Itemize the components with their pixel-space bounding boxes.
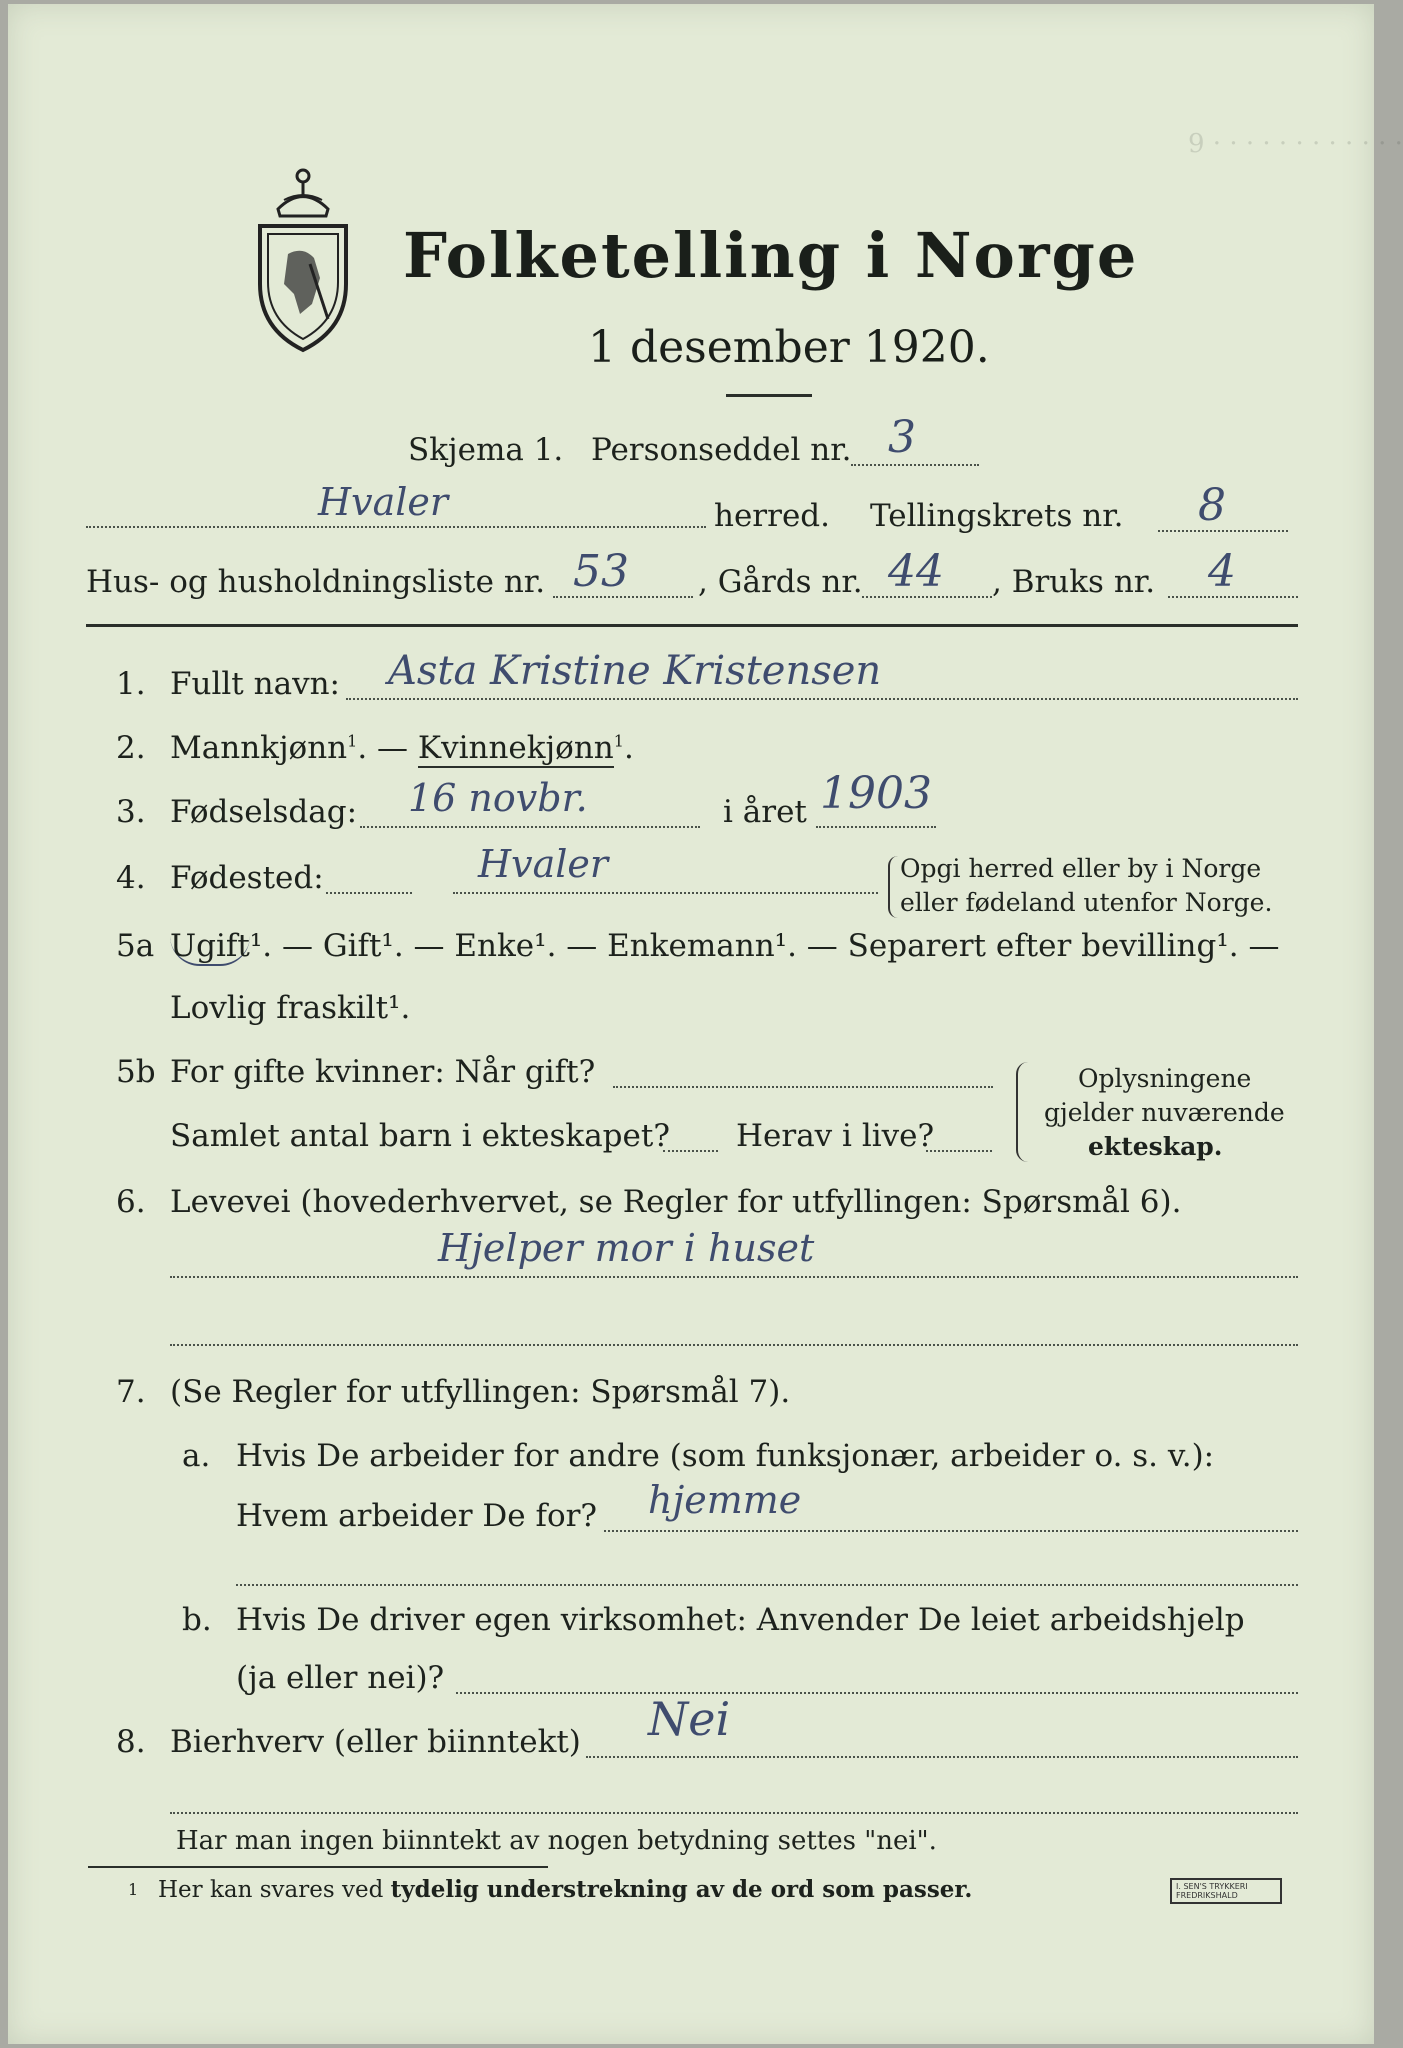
footnote-text-b: tydelig understrekning av de ord som passer. — [390, 1876, 973, 1903]
footer-note: Har man ingen biinntekt av nogen betydning settes "nei". — [176, 1826, 937, 1856]
q7a-line-1: Hvis De arbeider for andre (som funksjonær, arbeider o. s. v.): — [236, 1438, 1215, 1474]
employer-value[interactable]: hjemme — [648, 1478, 802, 1522]
q6-line-2 — [170, 1344, 1298, 1346]
q7-label: (Se Regler for utfyllingen: Spørsmål 7). — [170, 1374, 791, 1410]
q5b-note-3: ekteskap. — [1088, 1132, 1223, 1161]
q5b-line-2a: Samlet antal barn i ekteskapet? — [170, 1118, 670, 1154]
herred-value[interactable]: Hvaler — [318, 480, 449, 524]
female-option-selected[interactable]: Kvinnekjønn — [417, 730, 614, 766]
census-form-sheet — [8, 4, 1403, 2044]
q3-label: Fødselsdag: — [170, 794, 358, 830]
q6-number: 6. — [116, 1184, 146, 1220]
q5b-line-1: For gifte kvinner: Når gift? — [170, 1054, 596, 1090]
q7b-letter: b. — [182, 1602, 212, 1638]
q7a-letter: a. — [182, 1438, 211, 1474]
q5b-number: 5b — [116, 1054, 156, 1090]
q4-note-1: Opgi herred eller by i Norge — [900, 854, 1262, 883]
tellingskrets-value[interactable]: 8 — [1198, 480, 1226, 531]
q7b-line-1: Hvis De driver egen virksomhet: Anvender De leiet arbeidshjelp — [236, 1602, 1245, 1638]
q5b-brace — [1016, 1062, 1028, 1162]
title-divider — [726, 394, 812, 397]
male-option[interactable]: Mannkjønn — [170, 730, 348, 766]
q5b-note-1: Oplysningene — [1078, 1064, 1252, 1093]
side-income-value[interactable]: Nei — [648, 1692, 731, 1746]
q1-line — [346, 698, 1298, 700]
footnote-divider — [88, 1866, 548, 1868]
q4-note-2: eller fødeland utenfor Norge. — [900, 888, 1273, 917]
footnote-text-a: Her kan svares ved — [158, 1877, 391, 1903]
birthplace-value[interactable]: Hvaler — [478, 842, 609, 886]
q2-end: . — [623, 730, 634, 766]
census-date: 1 desember 1920. — [588, 322, 990, 373]
q5a-line-1 — [170, 928, 1279, 966]
footnote-number: 1 — [128, 1880, 139, 1899]
q4-label: Fødested: — [170, 860, 324, 896]
birth-year-value[interactable]: 1903 — [820, 768, 932, 819]
q5a-number: 5a — [116, 928, 155, 964]
q3-date-line — [360, 826, 700, 828]
header-divider — [86, 624, 1298, 627]
q4-number: 4. — [116, 860, 146, 896]
q1-label: Fullt navn: — [170, 666, 340, 702]
q3-year-label: i året — [723, 794, 807, 830]
q5b-children-line — [663, 1150, 718, 1152]
herred-label: herred. — [714, 498, 830, 534]
footnote-text — [158, 1876, 972, 1903]
printer-stamp-line-2: FREDRIKSHALD — [1176, 1891, 1238, 1900]
bruks-value[interactable]: 4 — [1208, 546, 1236, 597]
full-name-value[interactable]: Asta Kristine Kristensen — [388, 648, 882, 694]
q5b-alive-line — [926, 1150, 992, 1152]
gards-label: , Gårds nr. — [698, 564, 863, 600]
q4-line-2 — [453, 892, 878, 894]
q2-footnote-mark-1: 1 — [347, 731, 358, 751]
skjema-label: Skjema 1. — [408, 432, 564, 468]
q7b-line — [456, 1692, 1298, 1694]
coat-of-arms-icon — [248, 154, 358, 354]
q7-number: 7. — [116, 1374, 146, 1410]
gards-value[interactable]: 44 — [888, 546, 944, 597]
q8-extra-line — [170, 1812, 1298, 1814]
q2-gender-line — [170, 730, 634, 766]
q5b-married-line — [613, 1086, 993, 1088]
q6-line-1 — [170, 1276, 1298, 1278]
q3-year-line — [816, 826, 936, 828]
q4-line-1 — [326, 892, 412, 894]
personseddel-line — [851, 464, 979, 466]
tellingskrets-label: Tellingskrets nr. — [870, 498, 1124, 534]
birthdate-value[interactable]: 16 novbr. — [408, 776, 588, 820]
occupation-value[interactable]: Hjelper mor i huset — [438, 1226, 815, 1270]
personseddel-label: Personseddel nr. — [591, 432, 852, 468]
q8-number: 8. — [116, 1724, 146, 1760]
q8-label: Bierhverv (eller biinntekt) — [170, 1724, 581, 1760]
q5a-line-2[interactable]: Lovlig fraskilt¹. — [170, 990, 411, 1026]
form-title: Folketelling i Norge — [403, 219, 1139, 292]
q7a-line-2: Hvem arbeider De for? — [236, 1498, 598, 1534]
q8-line — [586, 1756, 1298, 1758]
q5b-note-2: gjelder nuværende — [1044, 1098, 1285, 1127]
personseddel-value[interactable]: 3 — [888, 412, 916, 463]
unmarried-option-selected[interactable]: Ugift — [170, 928, 250, 964]
q7a-line — [604, 1530, 1298, 1532]
q2-separator: . — — [357, 730, 418, 766]
herred-line — [86, 526, 706, 528]
marital-options[interactable]: ¹. — Gift¹. — Enke¹. — Enkemann¹. — Separert efter bevilling¹. — — [249, 928, 1280, 964]
printer-stamp-line-1: I. SEN'S TRYKKERI — [1176, 1882, 1248, 1891]
q4-brace — [888, 856, 898, 918]
q3-number: 3. — [116, 794, 146, 830]
q6-label: Levevei (hovederhvervet, se Regler for utfyllingen: Spørsmål 6). — [170, 1184, 1182, 1220]
q5b-line-2b: Herav i live? — [736, 1118, 935, 1154]
q1-number: 1. — [116, 666, 146, 702]
q2-footnote-mark-2: 1 — [613, 731, 624, 751]
q7a-extra-line — [236, 1584, 1298, 1586]
bruks-label: , Bruks nr. — [992, 564, 1156, 600]
husliste-label: Hus- og husholdningsliste nr. — [86, 564, 546, 600]
q7b-line-2: (ja eller nei)? — [236, 1660, 445, 1696]
husliste-value[interactable]: 53 — [573, 546, 629, 597]
bleed-through-text: 9 · · · · · · · · · · · · — [1188, 129, 1403, 159]
printer-stamp — [1170, 1878, 1282, 1904]
q2-number: 2. — [116, 730, 146, 766]
